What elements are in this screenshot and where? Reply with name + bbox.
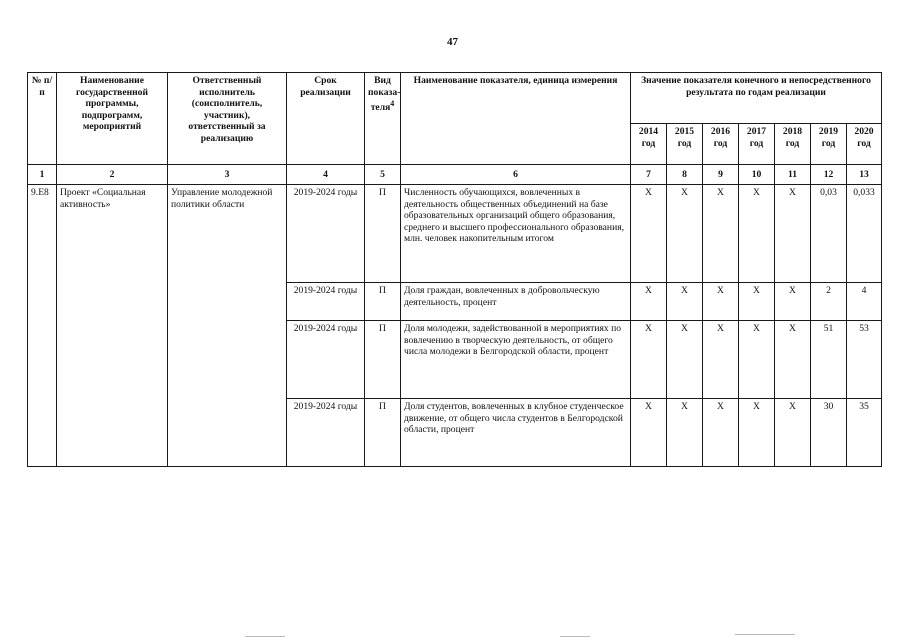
type-cell: П [365,399,401,467]
value-cell: Х [703,321,739,399]
column-numbers-row [28,165,882,185]
column-number: 8 [667,165,703,185]
column-number: 9 [703,165,739,185]
term-cell: 2019-2024 годы [287,321,365,399]
column-number: 13 [847,165,882,185]
column-number: 11 [775,165,811,185]
type-cell: П [365,321,401,399]
value-cell: 30 [811,399,847,467]
column-number: 6 [401,165,631,185]
year-header: 2015 год [667,124,703,165]
header-program-name: Наименование государственной программы, подпрограмм, мероприятий [57,73,168,165]
scan-artifact [560,636,590,637]
indicators-table [27,72,882,467]
header-indicator-type [365,73,401,165]
column-number: 10 [739,165,775,185]
value-cell: 2 [811,283,847,321]
header-row [28,73,882,124]
column-number: 7 [631,165,667,185]
column-number: 1 [28,165,57,185]
page-number: 47 [447,36,458,48]
value-cell: Х [703,283,739,321]
year-header: 2019 год [811,124,847,165]
header-executor: Ответственный исполнитель (соисполнитель, участник), ответственный за реализацию [168,73,287,165]
indicator-cell: Доля граждан, вовлеченных в добровольческую деятельность, процент [401,283,631,321]
year-header: 2016 год [703,124,739,165]
value-cell: Х [667,321,703,399]
value-cell: 53 [847,321,882,399]
column-number: 5 [365,165,401,185]
value-cell: Х [739,185,775,283]
project-number: 9.Е8 [28,185,57,467]
term-cell: 2019-2024 годы [287,185,365,283]
header-values-group: Значение показателя конечного и непосредственного результата по годам реализации [631,73,882,124]
term-cell: 2019-2024 годы [287,399,365,467]
header-indicator-type-text: Вид показа-теля [368,75,401,114]
type-cell: П [365,283,401,321]
value-cell: Х [703,185,739,283]
footnote-mark: 4 [390,99,395,109]
value-cell: Х [739,399,775,467]
indicator-cell: Численность обучающихся, вовлеченных в деятельность общественных объединений на базе образовательных организаций общего образования, среднего и высшего профессионального образования, млн. человек накопительным итогом [401,185,631,283]
value-cell: 51 [811,321,847,399]
value-cell: Х [631,185,667,283]
value-cell: Х [775,399,811,467]
project-name: Проект «Социальная активность» [57,185,168,467]
header-indicator-name: Наименование показателя, единица измерения [401,73,631,165]
header-number: № п/п [28,73,57,165]
value-cell: Х [631,283,667,321]
value-cell: 4 [847,283,882,321]
column-number: 12 [811,165,847,185]
column-number: 3 [168,165,287,185]
year-header: 2017 год [739,124,775,165]
scan-artifact [245,636,285,637]
value-cell: Х [667,185,703,283]
indicator-cell: Доля студентов, вовлеченных в клубное студенческое движение, от общего числа студентов в Белгородской области, процент [401,399,631,467]
value-cell: Х [703,399,739,467]
value-cell: Х [739,283,775,321]
scan-artifact [735,634,795,635]
year-header: 2020 год [847,124,882,165]
value-cell: Х [739,321,775,399]
year-header: 2018 год [775,124,811,165]
value-cell: 0,03 [811,185,847,283]
value-cell: Х [775,283,811,321]
value-cell: 35 [847,399,882,467]
value-cell: Х [667,399,703,467]
value-cell: 0,033 [847,185,882,283]
indicator-cell: Доля молодежи, задействованной в мероприятиях по вовлечению в творческую деятельность, от общего числа молодежи в Белгородской области, процент [401,321,631,399]
value-cell: Х [775,185,811,283]
value-cell: Х [631,321,667,399]
project-executor: Управление молодежной политики области [168,185,287,467]
column-number: 2 [57,165,168,185]
table-row [28,185,882,283]
header-term: Срок реализации [287,73,365,165]
value-cell: Х [667,283,703,321]
term-cell: 2019-2024 годы [287,283,365,321]
type-cell: П [365,185,401,283]
value-cell: Х [631,399,667,467]
year-header: 2014 год [631,124,667,165]
column-number: 4 [287,165,365,185]
value-cell: Х [775,321,811,399]
